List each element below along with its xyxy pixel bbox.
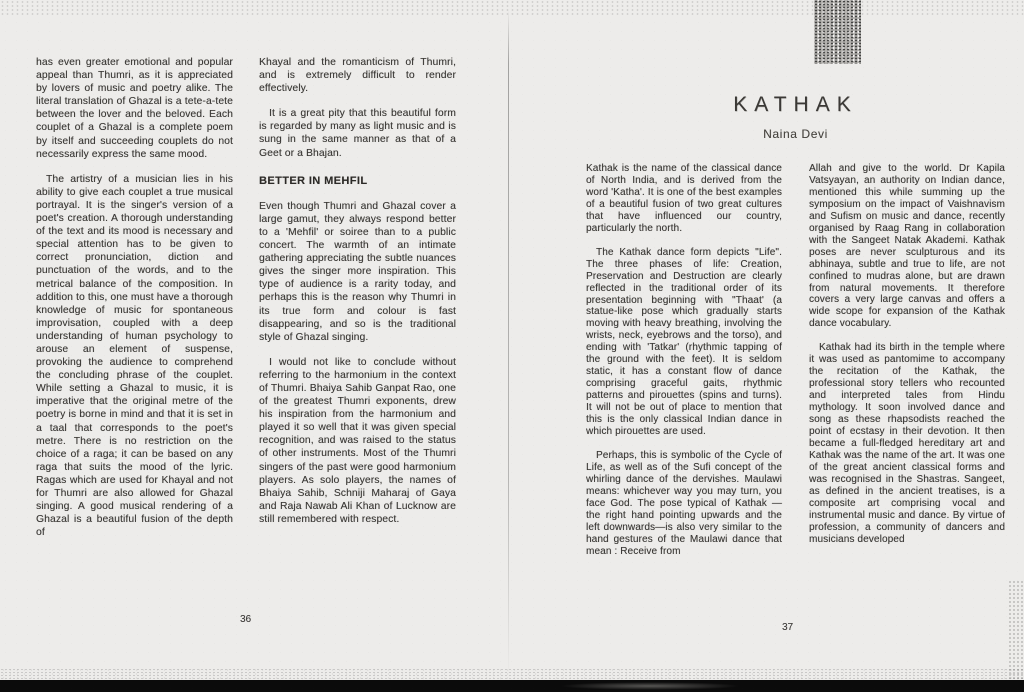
paragraph: The artistry of a musician lies in his ability to give each couplet a true musical portrayal. It is the singer's version of a poet's creation. A thorough understanding of the text and its mood is necessary and special attention has to be given to correct pronunciation, diction and punctuation of the words, and to the metrical balance of the composition. In addition to this, one must have a thorough knowledge of music for spontaneous improvisation, coupled with a deep understanding of human psychology to arouse an element of suspense, provoking the audience to comprehend the concluding phrase of the couplet. While setting a Ghazal to music, it is imperative that the original metre of the poetry is borne in mind and that it is set in a taal that corresponds to the poet's metre. There is no restriction on the choice of a raga; it can be based on any raga that suits the mood of the lyric. Ragas which are used for Khayal and not for Thumri are also allowed for Ghazal singing. A good musical rendering of a Ghazal is a beautiful fusion of the depth of: [36, 173, 233, 539]
paragraph: Kathak is the name of the classical dance of North India, and is derived from the word 'Katha'. It is one of the best examples of a beautiful fusion of two great cultures that have influenced our country, particularly the north.: [586, 163, 782, 234]
scan-artifact-stamp: [814, 0, 861, 64]
page-number-right: 37: [782, 622, 794, 633]
paragraph: I would not like to conclude without referring to the harmonium in the context of Thumri. Bhaiya Sahib Ganpat Rao, one of the greatest Thumri exponents, drew his inspiration from the harmonium and played it so well that it was given special recognition, and was raised to the status of other instruments. Most of the Thumri singers of the past were good harmonium players. As solo players, the names of Bhaiya Sahib, Schniji Maharaj of Gaya and Raja Nawab Ali Khan of Lucknow are still remembered with respect.: [259, 356, 456, 525]
paragraph: The Kathak dance form depicts "Life". The three phases of life: Creation, Preservation and Destruction are clearly reflected in the traditional order of its presentation beginning with "Thaat' (a statue-like pose which gradually starts moving with heavy breathing, involving the wrists, neck, eyebrows and the torso), and ending with 'Tatkar' (rhythmic tapping of the ground with the feet). It is seldom static, it has a constant flow of dance comprising graceful gaits, rhythmic patterns and pirouettes (spins and turns). It will not be out of place to mention that this is the only classical Indian dance in which pirouettes are used.: [586, 246, 782, 438]
left-page-column-2: [259, 56, 456, 526]
page-number-left: 36: [240, 614, 252, 625]
left-page-column-1: [36, 56, 233, 539]
section-heading-better-in-mehfil: BETTER IN MEHFIL: [259, 174, 368, 187]
paragraph: Perhaps, this is symbolic of the Cycle of Life, as well as of the Sufi concept of the whirling dance of the dervishes. Maulawi means: whichever way you may turn, you face God. The pose typical of Kathak — the right hand pointing upwards and the left downwards—is also very similar to the hand gestures of the Maulawi dance that mean : Receive from: [586, 449, 782, 557]
paragraph: Kathak had its birth in the temple where it was used as pantomime to accompany the recitation of the Kathak, the professional story tellers who recounted and interpreted tales from Hindu mythology. It soon involved dance and song as these rhapsodists reached the point of ecstasy in their devotion. It then became a full-fledged hereditary art and Kathak was the name of the art. It was one of the great ancient classical forms and was recognised in the Shastras. Sangeet, as defined in the ancient treatises, is a composite art comprising vocal and instrumental music and dance. By virtue of profession, a community of dancers and musicians developed: [809, 342, 1005, 545]
right-page-column-1: [586, 163, 782, 558]
article-byline: Naina Devi: [763, 127, 828, 141]
article-title: KATHAK: [733, 93, 858, 116]
scan-edge-smudge: [560, 682, 740, 690]
paragraph: has even greater emotional and popular appeal than Thumri, as it is appreciated by lovers of music and poetry alike. The literal translation of Ghazal is a tete-a-tete between the lover and the beloved. Each couplet of a Ghazal is a complete poem by itself and succeeding couplets do not necessarily express the same mood.: [36, 57, 233, 160]
scan-edge-noise-bottom: [0, 668, 1024, 680]
scan-black-edge-bar: [0, 680, 1024, 692]
scan-edge-noise-right: [1008, 580, 1024, 680]
right-page-column-2: [809, 163, 1005, 546]
paragraph: Allah and give to the world. Dr Kapila Vatsyayan, an authority on Indian dance, mentioned this while summing up the symposium on the impact of Vaishnavism and Sufism on music and dance, recently organised by Raag Rang in collaboration with the Sangeet Natak Akademi. Kathak poses are never sculpturous and its abhinaya, subtle and true to life, are not confined to mudras alone, but are drawn from natural movements. It therefore covers a very large canvas and offers a wide scope for expansion of the Kathak dance vocabulary.: [809, 163, 1005, 330]
paragraph: Khayal and the romanticism of Thumri, and is extremely difficult to render effectively.: [259, 57, 456, 95]
scan-edge-noise-top: [0, 0, 1024, 16]
page-fold-line: [508, 10, 509, 680]
paragraph: It is a great pity that this beautiful form is regarded by many as light music and is sung in the same manner as that of a Geet or a Bhajan.: [259, 108, 456, 159]
paragraph: Even though Thumri and Ghazal cover a large gamut, they always respond better to a 'Mehfil' or soiree than to a public concert. The warmth of an intimate gathering appreciating the subtle nuances gives the singer more inspiration. This type of audience is a rarity today, and perhaps this is the reason why Thumri in its true form and colour is fast disappearing, and so is the traditional style of Ghazal singing.: [259, 200, 456, 343]
